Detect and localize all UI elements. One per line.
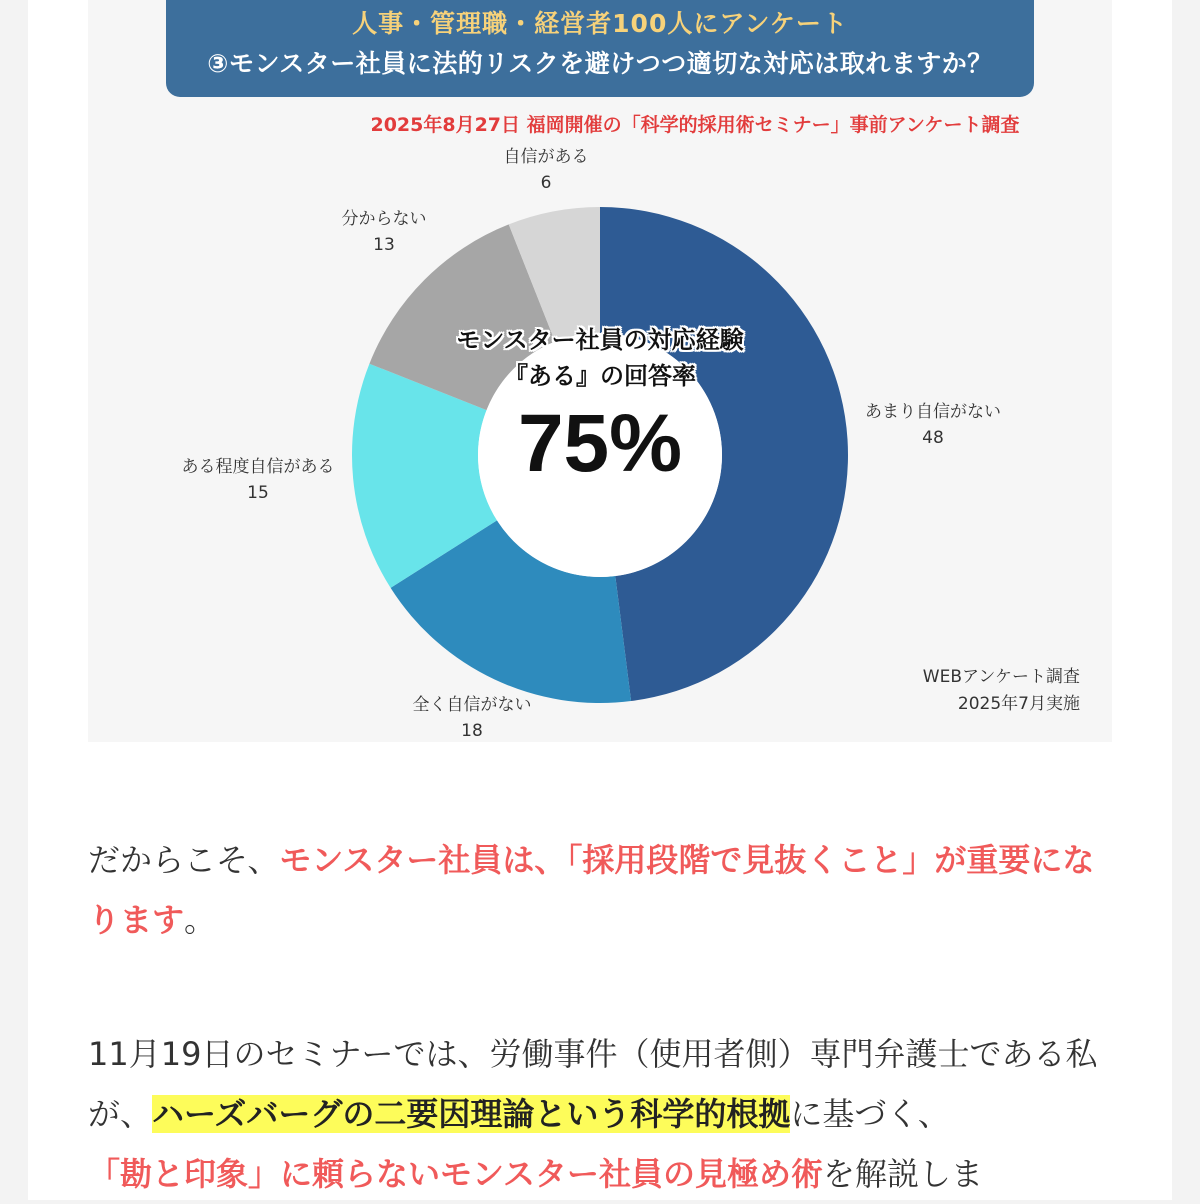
paragraph-1-text: だからこそ、 [88, 841, 280, 879]
paragraph-1 [88, 830, 1118, 950]
center-subheading: 『ある』の回答率 [504, 362, 696, 390]
slice-label-value: 13 [373, 235, 395, 255]
slice-label-value: 18 [461, 721, 483, 741]
paragraph-2-emphasis: 「勘と印象」に頼らないモンスター社員の見極め術 [88, 1155, 824, 1193]
slice-label-5 [446, 144, 646, 196]
slice-label-1 [833, 399, 1033, 451]
survey-source [880, 664, 1080, 718]
slice-label-4 [284, 206, 484, 258]
paragraph-1-emphasis: モンスター社員は、「採用段階で見抜くこと」が重要になります [88, 841, 1095, 939]
center-summary [420, 322, 780, 522]
slice-label-text: ある程度自信がある [181, 457, 335, 477]
slice-label-value: 6 [540, 173, 552, 193]
slice-label-3 [158, 454, 358, 506]
banner-title: 人事・管理職・経営者100人にアンケート [352, 9, 848, 38]
survey-subtitle: 2025年8月27日 福岡開催の「科学的採用術セミナー」事前アンケート調査 [370, 114, 1020, 136]
paragraph-1-end: 。 [184, 901, 217, 939]
center-percentage: 75% [517, 398, 683, 489]
slice-label-text: あまり自信がない [865, 402, 1001, 422]
slice-label-text: 分からない [341, 209, 427, 229]
paragraph-2-highlight: ハーズバーグの二要因理論という科学的根拠 [152, 1095, 791, 1133]
paragraph-2 [88, 1024, 1118, 1204]
slice-label-value: 15 [247, 483, 269, 503]
paragraph-2-text-2: に基づく、 [790, 1095, 950, 1133]
slice-label-text: 全く自信がない [412, 695, 532, 715]
center-heading: モンスター社員の対応経験 [456, 326, 744, 354]
source-date: 2025年7月実施 [957, 694, 1080, 714]
banner-question: ③モンスター社員に法的リスクを避けつつ適切な対応は取れますか？ [207, 49, 993, 78]
paragraph-2-text-3: を解説しま [823, 1155, 984, 1193]
slice-label-value: 48 [922, 428, 944, 448]
paragraph-2-text: 11月19日のセミナーでは、労働事件（使用者側）専門弁護士である私が、 [88, 1035, 1098, 1133]
source-method: WEBアンケート調査 [922, 667, 1080, 687]
slice-label-text: 自信がある [503, 147, 589, 167]
slice-label-2 [372, 692, 572, 744]
